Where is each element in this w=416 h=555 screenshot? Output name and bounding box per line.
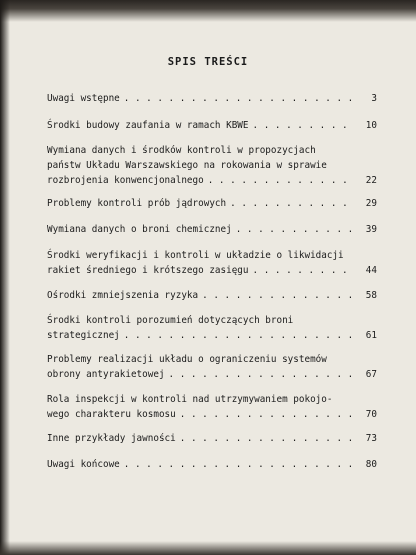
toc-entry bbox=[47, 431, 377, 446]
page-shadow-left bbox=[0, 0, 10, 555]
dot-leader bbox=[236, 222, 355, 237]
toc-entry bbox=[47, 288, 377, 303]
toc-entry-text: Uwagi końcowe bbox=[47, 459, 120, 470]
page-shadow-bottom bbox=[0, 541, 416, 555]
toc-entry-text: Problemy kontroli prób jądrowych bbox=[47, 198, 227, 209]
toc-entry bbox=[47, 392, 377, 422]
dot-leader bbox=[169, 367, 355, 382]
page-title: SPIS TREŚCI bbox=[167, 56, 249, 68]
toc-entry-text: Środki weryfikacji i kontroli w układzie o likwidacji bbox=[47, 250, 344, 261]
dot-leader bbox=[208, 173, 355, 188]
toc-entry bbox=[47, 248, 377, 278]
toc-page-number: 67 bbox=[365, 369, 377, 380]
page-shadow-top bbox=[0, 0, 416, 22]
toc-entry-text: rakiet średniego i krótszego zasięgu bbox=[47, 265, 249, 276]
toc-entry bbox=[47, 143, 377, 188]
toc-page-number: 58 bbox=[365, 290, 377, 301]
toc-page-number: 70 bbox=[365, 409, 377, 420]
dot-leader bbox=[202, 288, 355, 303]
toc-entry-text: Środki budowy zaufania w ramach KBWE bbox=[47, 120, 249, 131]
toc-entry-text: Inne przykłady jawności bbox=[47, 433, 176, 444]
dot-leader bbox=[180, 431, 355, 446]
toc-entry-text: państw Układu Warszawskiego na rokowania w sprawie bbox=[47, 160, 327, 171]
toc-entry bbox=[47, 196, 377, 211]
toc-entry-text: obrony antyrakietowej bbox=[47, 369, 165, 380]
toc-page-number: 22 bbox=[365, 175, 377, 186]
toc-page-number: 3 bbox=[371, 93, 377, 104]
dot-leader bbox=[253, 263, 356, 278]
toc-entry bbox=[47, 222, 377, 237]
dot-leader bbox=[124, 91, 355, 106]
toc-page-number: 44 bbox=[365, 265, 377, 276]
toc-page-number: 61 bbox=[365, 330, 377, 341]
toc-entry bbox=[47, 91, 377, 106]
toc-page-number: 29 bbox=[365, 198, 377, 209]
toc-entry bbox=[47, 313, 377, 343]
dot-leader bbox=[124, 457, 355, 472]
toc-entry-text: Środki kontroli porozumień dotyczących broni bbox=[47, 315, 294, 326]
toc-entry-text: Rola inspekcji w kontroli nad utrzymywaniem pokojo- bbox=[47, 394, 333, 405]
toc-entry-text: strategicznej bbox=[47, 330, 120, 341]
dot-leader bbox=[230, 196, 355, 211]
toc-entry-text: Uwagi wstępne bbox=[47, 93, 120, 104]
toc-page-number: 80 bbox=[365, 459, 377, 470]
toc-entry bbox=[47, 118, 377, 133]
toc-entry bbox=[47, 457, 377, 472]
dot-leader bbox=[124, 328, 355, 343]
toc-entry bbox=[47, 352, 377, 382]
toc-entry-text: wego charakteru kosmosu bbox=[47, 409, 176, 420]
dot-leader bbox=[180, 407, 355, 422]
dot-leader bbox=[253, 118, 356, 133]
toc-entry-text: Problemy realizacji układu o ograniczeniu systemów bbox=[47, 354, 327, 365]
toc-entry-text: rozbrojenia konwencjonalnego bbox=[47, 175, 204, 186]
toc-page-number: 10 bbox=[365, 120, 377, 131]
toc-page-number: 73 bbox=[365, 433, 377, 444]
toc-entry-text: Ośrodki zmniejszenia ryzyka bbox=[47, 290, 199, 301]
toc-entry-text: Wymiana danych o broni chemicznej bbox=[47, 224, 232, 235]
toc-entry-text: Wymiana danych i środków kontroli w propozycjach bbox=[47, 145, 316, 156]
toc-page-number: 39 bbox=[365, 224, 377, 235]
